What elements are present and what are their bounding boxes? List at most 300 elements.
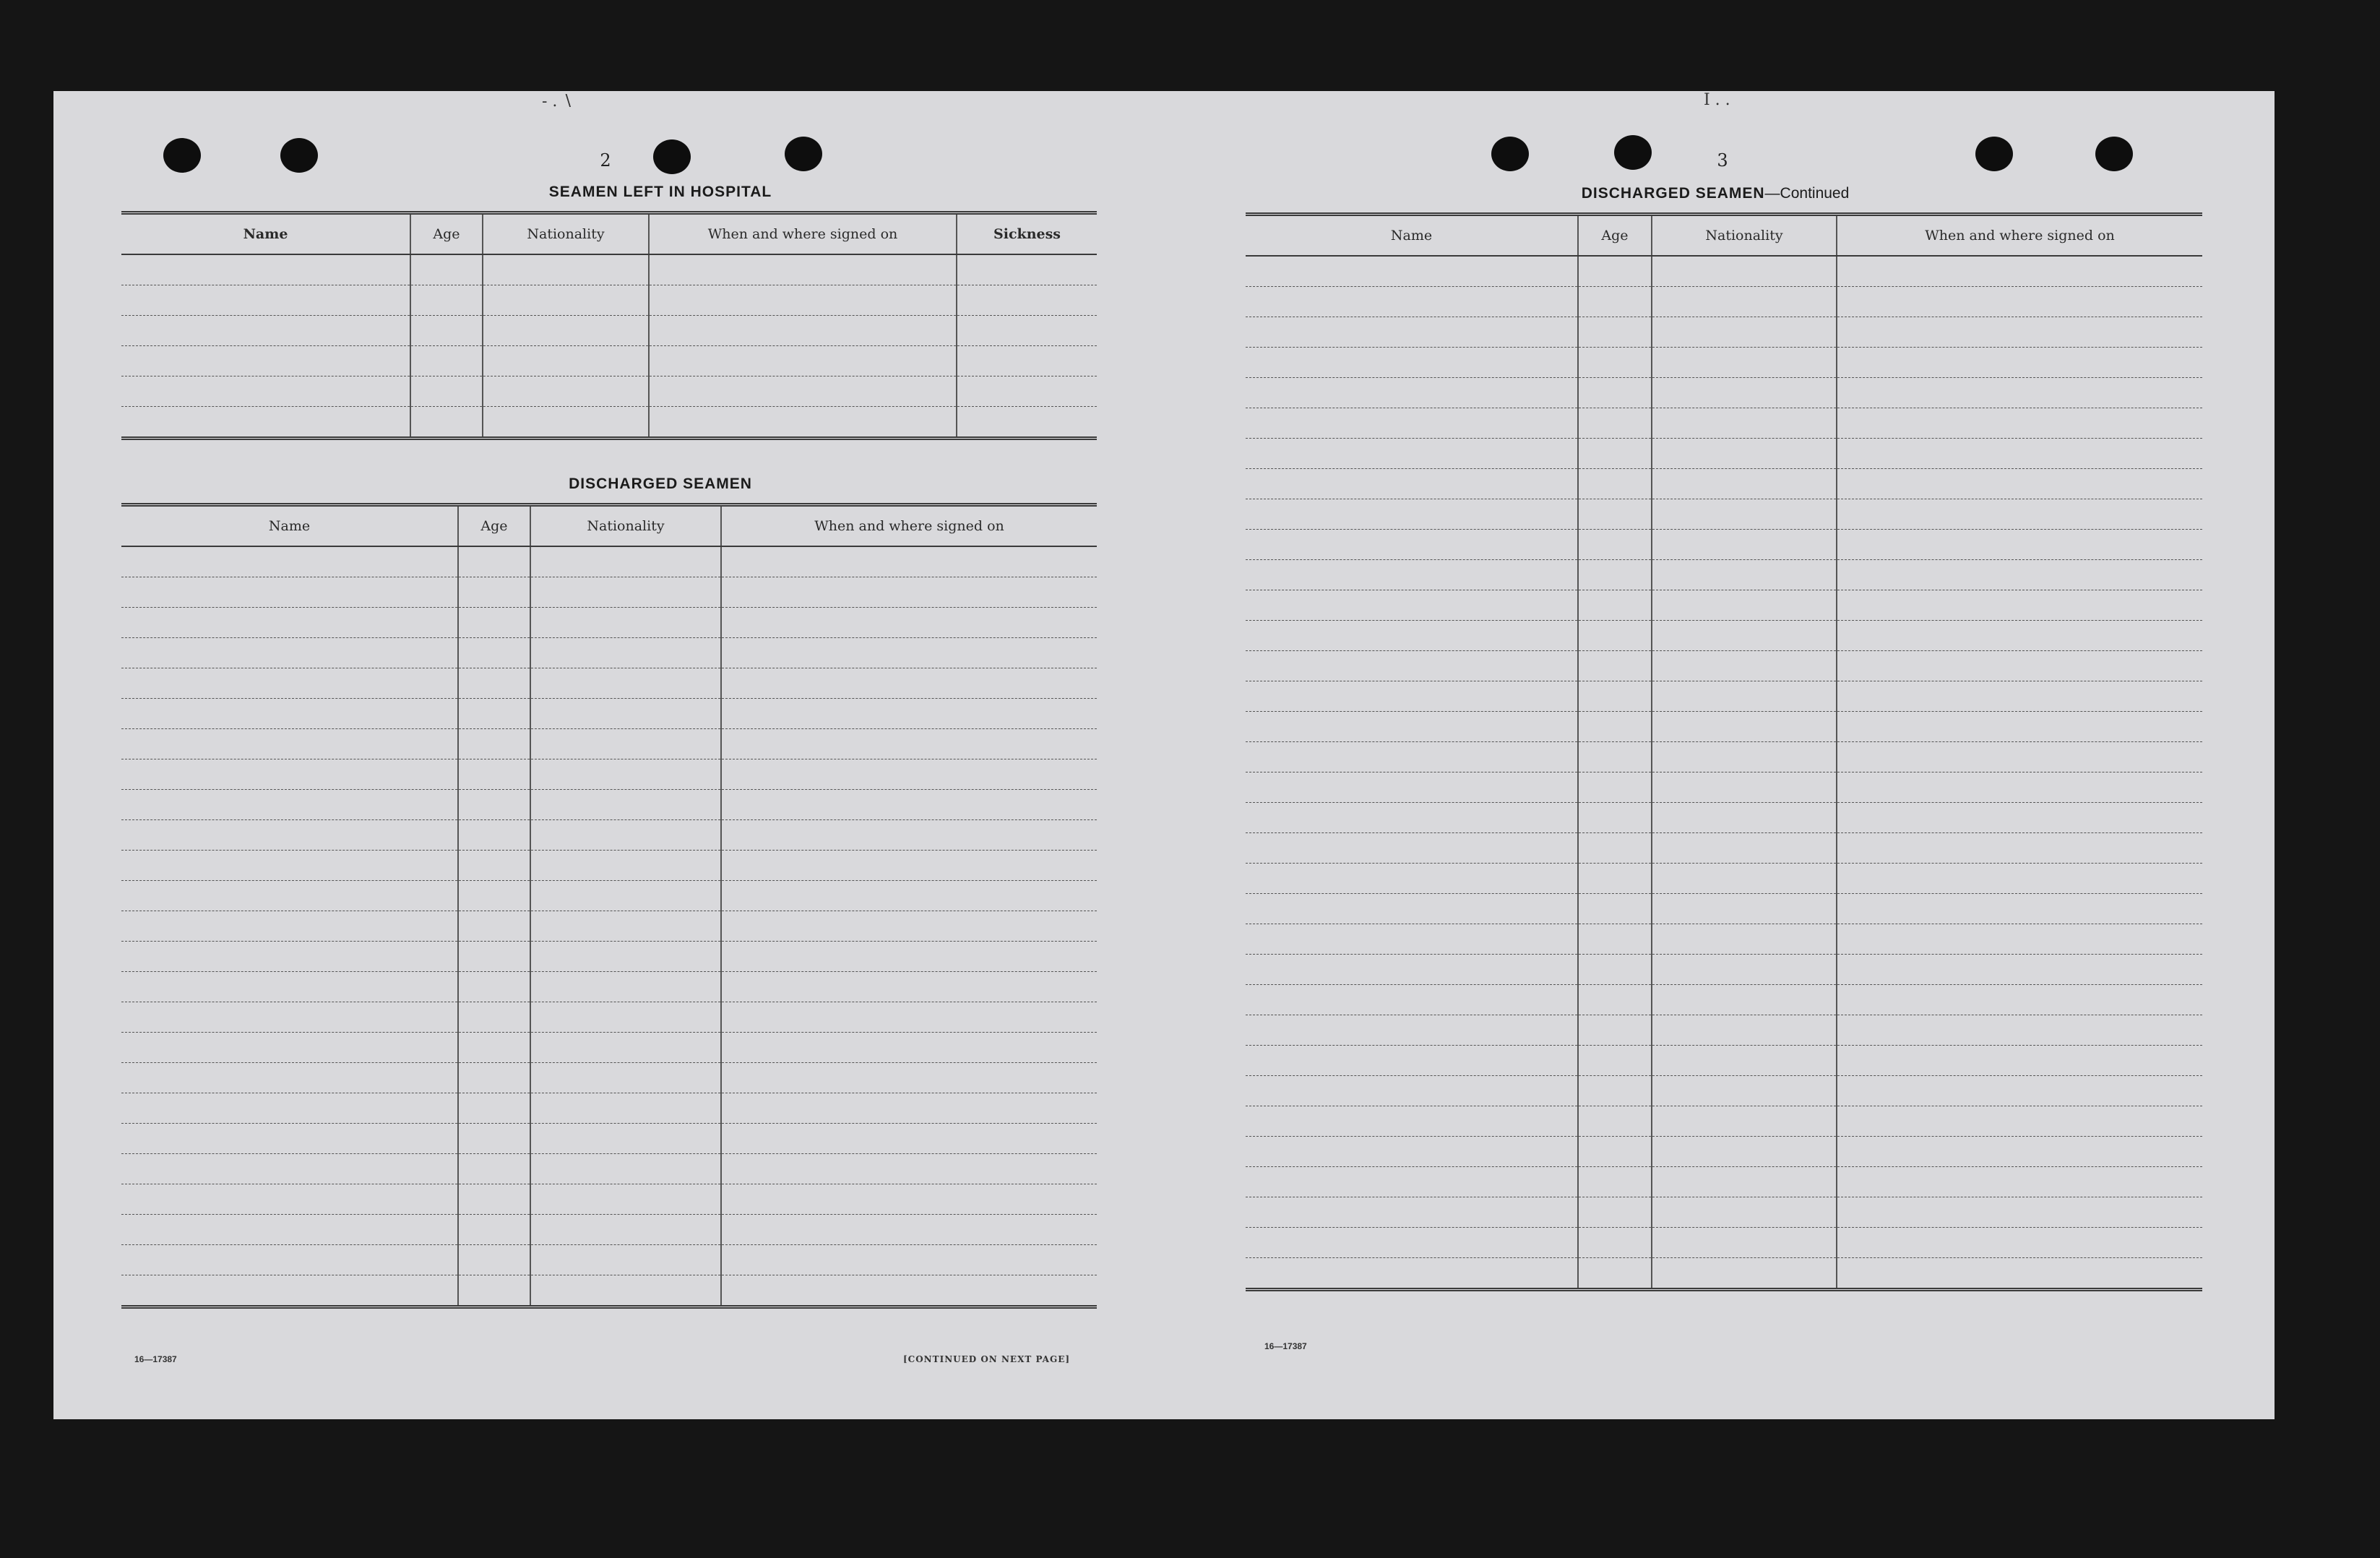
table-row [1246, 317, 2202, 348]
blank-cell [121, 577, 458, 608]
blank-cell [530, 638, 721, 668]
blank-cell [649, 407, 957, 439]
blank-cell [121, 790, 458, 820]
blank-cell [530, 1124, 721, 1154]
column-header: When and where signed on [721, 505, 1097, 547]
blank-cell [1652, 256, 1837, 287]
blank-cell [530, 972, 721, 1002]
blank-cell [1246, 955, 1578, 985]
continued-section-title [1448, 185, 1983, 202]
blank-cell [1652, 712, 1837, 742]
blank-cell [721, 729, 1097, 759]
blank-cell [1578, 469, 1652, 499]
blank-cell [1837, 894, 2202, 924]
blank-cell [1578, 833, 1652, 864]
blank-cell [1578, 955, 1652, 985]
blank-cell [1246, 833, 1578, 864]
blank-cell [721, 1002, 1097, 1033]
blank-cell [1246, 560, 1578, 590]
blank-cell [1578, 985, 1652, 1015]
blank-cell [1246, 348, 1578, 378]
blank-cell [530, 790, 721, 820]
blank-cell [530, 851, 721, 881]
blank-cell [721, 1033, 1097, 1063]
blank-cell [1246, 1046, 1578, 1076]
blank-cell [1578, 894, 1652, 924]
column-header: Age [458, 505, 530, 547]
blank-cell [530, 1184, 721, 1215]
table-row [1246, 651, 2202, 681]
blank-cell [458, 1063, 530, 1093]
blank-cell [1578, 621, 1652, 651]
blank-cell [1652, 651, 1837, 681]
hospital-table [121, 211, 1097, 440]
page-number-right: 3 [1717, 150, 1728, 171]
blank-cell [530, 1093, 721, 1124]
blank-cell [1578, 924, 1652, 955]
table-row [1246, 864, 2202, 894]
blank-cell [721, 911, 1097, 942]
column-header: Nationality [483, 213, 649, 255]
blank-cell [1578, 742, 1652, 772]
blank-cell [1246, 1137, 1578, 1167]
blank-cell [458, 911, 530, 942]
table-row [121, 254, 1097, 285]
table-row [1246, 439, 2202, 469]
blank-cell [483, 346, 649, 376]
table-row [121, 851, 1097, 881]
blank-cell [458, 1245, 530, 1275]
punch-hole [2095, 137, 2133, 171]
blank-cell [1578, 499, 1652, 530]
blank-cell [1578, 1106, 1652, 1137]
blank-cell [1837, 1228, 2202, 1258]
blank-cell [1837, 317, 2202, 348]
discharged-section-title: DISCHARGED SEAMEN [569, 475, 752, 492]
blank-cell [1246, 287, 1578, 317]
table-row [1246, 924, 2202, 955]
table-row [121, 1002, 1097, 1033]
table-row [121, 729, 1097, 759]
table-row [121, 1033, 1097, 1063]
blank-cell [530, 1245, 721, 1275]
table-row [121, 316, 1097, 346]
blank-cell [1652, 894, 1837, 924]
blank-cell [458, 1154, 530, 1184]
blank-cell [721, 1184, 1097, 1215]
blank-cell [530, 577, 721, 608]
blank-cell [1652, 833, 1837, 864]
blank-cell [1837, 1106, 2202, 1137]
blank-cell [1578, 317, 1652, 348]
blank-cell [721, 972, 1097, 1002]
punch-hole [1491, 137, 1529, 171]
blank-cell [530, 1002, 721, 1033]
blank-cell [1837, 1167, 2202, 1197]
column-header: Nationality [1652, 215, 1837, 257]
blank-cell [121, 668, 458, 699]
blank-cell [1246, 894, 1578, 924]
blank-cell [1578, 712, 1652, 742]
blank-cell [1652, 742, 1837, 772]
column-header: Age [410, 213, 483, 255]
blank-cell [1246, 499, 1578, 530]
blank-cell [121, 1124, 458, 1154]
blank-cell [121, 1245, 458, 1275]
blank-cell [1578, 864, 1652, 894]
blank-cell [121, 1002, 458, 1033]
blank-cell [1578, 1197, 1652, 1228]
blank-cell [1578, 348, 1652, 378]
blank-cell [458, 820, 530, 851]
blank-cell [458, 851, 530, 881]
blank-cell [1246, 317, 1578, 348]
blank-cell [1578, 1076, 1652, 1106]
blank-cell [721, 1124, 1097, 1154]
punch-hole [163, 138, 201, 173]
table-row [121, 911, 1097, 942]
blank-cell [1578, 530, 1652, 560]
blank-cell [1246, 439, 1578, 469]
blank-cell [1837, 803, 2202, 833]
blank-cell [530, 942, 721, 972]
table-row [1246, 378, 2202, 408]
blank-cell [1578, 378, 1652, 408]
table-row [121, 790, 1097, 820]
column-header: Age [1578, 215, 1652, 257]
table-row [121, 1184, 1097, 1215]
blank-cell [530, 820, 721, 851]
blank-cell [121, 1033, 458, 1063]
table-row [1246, 256, 2202, 287]
blank-cell [530, 608, 721, 638]
table-row [1246, 681, 2202, 712]
blank-cell [1652, 1076, 1837, 1106]
blank-cell [957, 285, 1097, 316]
blank-cell [121, 1275, 458, 1307]
blank-cell [121, 911, 458, 942]
blank-cell [1246, 621, 1578, 651]
blank-cell [530, 881, 721, 911]
blank-cell [1246, 864, 1578, 894]
blank-cell [1652, 1106, 1837, 1137]
blank-cell [483, 316, 649, 346]
blank-cell [121, 1184, 458, 1215]
blank-cell [1578, 590, 1652, 621]
blank-cell [458, 699, 530, 729]
blank-cell [121, 1154, 458, 1184]
table-row [121, 608, 1097, 638]
table-row [1246, 894, 2202, 924]
blank-cell [1246, 1015, 1578, 1046]
blank-cell [458, 638, 530, 668]
table-row [1246, 712, 2202, 742]
blank-cell [458, 668, 530, 699]
table-row [121, 376, 1097, 407]
table-row [121, 1154, 1097, 1184]
blank-cell [1246, 378, 1578, 408]
blank-cell [1246, 712, 1578, 742]
blank-cell [530, 729, 721, 759]
blank-cell [1246, 985, 1578, 1015]
blank-cell [1652, 287, 1837, 317]
table-row [1246, 1046, 2202, 1076]
blank-cell [1652, 1197, 1837, 1228]
blank-cell [1652, 621, 1837, 651]
blank-cell [721, 1093, 1097, 1124]
continued-section-title-main: DISCHARGED SEAMEN [1581, 185, 1765, 202]
blank-cell [121, 285, 410, 316]
blank-cell [1837, 833, 2202, 864]
table-row [121, 699, 1097, 729]
blank-cell [721, 851, 1097, 881]
table-row [1246, 772, 2202, 803]
column-header: Nationality [530, 505, 721, 547]
blank-cell [1652, 499, 1837, 530]
blank-cell [649, 285, 957, 316]
blank-cell [1578, 439, 1652, 469]
blank-cell [458, 759, 530, 790]
blank-cell [121, 254, 410, 285]
table-row [1246, 590, 2202, 621]
blank-cell [1652, 985, 1837, 1015]
blank-cell [530, 759, 721, 790]
form-number-right: 16—17387 [1264, 1341, 1307, 1351]
blank-cell [121, 881, 458, 911]
column-header: Name [121, 213, 410, 255]
punch-hole [785, 137, 822, 171]
blank-cell [721, 1275, 1097, 1307]
blank-cell [458, 546, 530, 577]
blank-cell [1837, 1046, 2202, 1076]
blank-cell [1837, 712, 2202, 742]
blank-cell [1246, 1167, 1578, 1197]
blank-cell [1652, 864, 1837, 894]
blank-cell [1652, 681, 1837, 712]
blank-cell [530, 546, 721, 577]
table-row [1246, 1015, 2202, 1046]
blank-cell [649, 316, 957, 346]
blank-cell [530, 1063, 721, 1093]
table-row [1246, 742, 2202, 772]
blank-cell [1837, 621, 2202, 651]
continued-table [1246, 212, 2202, 1291]
blank-cell [1837, 499, 2202, 530]
blank-cell [1837, 348, 2202, 378]
table-row [1246, 287, 2202, 317]
table-row [121, 668, 1097, 699]
blank-cell [410, 285, 483, 316]
blank-cell [1652, 1137, 1837, 1167]
table-row [1246, 1106, 2202, 1137]
table-row [121, 820, 1097, 851]
blank-cell [121, 1063, 458, 1093]
blank-cell [530, 699, 721, 729]
blank-cell [121, 942, 458, 972]
table-row [1246, 408, 2202, 439]
blank-cell [1837, 1258, 2202, 1290]
table-row [121, 881, 1097, 911]
blank-cell [530, 1033, 721, 1063]
blank-cell [1246, 1197, 1578, 1228]
blank-cell [458, 1124, 530, 1154]
blank-cell [458, 1002, 530, 1033]
continued-note: [CONTINUED ON NEXT PAGE] [903, 1354, 1071, 1364]
blank-cell [458, 972, 530, 1002]
blank-cell [121, 699, 458, 729]
table-row [121, 346, 1097, 376]
blank-cell [1246, 1106, 1578, 1137]
blank-cell [1652, 924, 1837, 955]
blank-cell [721, 820, 1097, 851]
blank-cell [483, 376, 649, 407]
blank-cell [1837, 681, 2202, 712]
blank-cell [1246, 803, 1578, 833]
column-header: Name [121, 505, 458, 547]
blank-cell [121, 820, 458, 851]
blank-cell [1837, 530, 2202, 560]
table-row [1246, 560, 2202, 590]
blank-cell [1837, 590, 2202, 621]
blank-cell [1652, 348, 1837, 378]
blank-cell [1652, 1046, 1837, 1076]
blank-cell [1652, 530, 1837, 560]
blank-cell [1246, 1076, 1578, 1106]
form-number-left: 16—17387 [134, 1354, 177, 1364]
blank-cell [530, 1215, 721, 1245]
blank-cell [1578, 803, 1652, 833]
blank-cell [1652, 803, 1837, 833]
blank-cell [1246, 590, 1578, 621]
blank-cell [121, 1215, 458, 1245]
blank-cell [121, 608, 458, 638]
blank-cell [1652, 560, 1837, 590]
blank-cell [721, 638, 1097, 668]
blank-cell [121, 638, 458, 668]
blank-cell [1578, 1046, 1652, 1076]
blank-cell [1246, 651, 1578, 681]
blank-cell [1246, 469, 1578, 499]
column-header: When and where signed on [649, 213, 957, 255]
blank-cell [1652, 439, 1837, 469]
blank-cell [721, 608, 1097, 638]
table-row [121, 407, 1097, 439]
blank-cell [721, 1245, 1097, 1275]
blank-cell [1837, 439, 2202, 469]
table-row [121, 972, 1097, 1002]
blank-cell [410, 346, 483, 376]
blank-cell [121, 346, 410, 376]
table-row [1246, 469, 2202, 499]
blank-cell [721, 1154, 1097, 1184]
blank-cell [1578, 772, 1652, 803]
blank-cell [121, 546, 458, 577]
blank-cell [121, 851, 458, 881]
blank-cell [121, 316, 410, 346]
blank-cell [1837, 742, 2202, 772]
blank-cell [1578, 681, 1652, 712]
blank-cell [1578, 408, 1652, 439]
blank-cell [957, 346, 1097, 376]
blank-cell [121, 972, 458, 1002]
blank-cell [483, 407, 649, 439]
blank-cell [721, 881, 1097, 911]
blank-cell [1837, 1076, 2202, 1106]
table-row [1246, 1258, 2202, 1290]
blank-cell [1837, 1015, 2202, 1046]
blank-cell [1652, 590, 1837, 621]
blank-cell [1246, 742, 1578, 772]
blank-cell [530, 911, 721, 942]
blank-cell [1246, 256, 1578, 287]
table-row [1246, 348, 2202, 378]
table-row [121, 546, 1097, 577]
punch-hole [653, 139, 691, 174]
blank-cell [458, 577, 530, 608]
table-row [1246, 1167, 2202, 1197]
blank-cell [1837, 864, 2202, 894]
form-sheet [53, 91, 2275, 1419]
blank-cell [1578, 560, 1652, 590]
blank-cell [1246, 681, 1578, 712]
blank-cell [410, 316, 483, 346]
blank-cell [458, 1275, 530, 1307]
table-row [1246, 1197, 2202, 1228]
blank-cell [721, 1215, 1097, 1245]
punch-hole [1975, 137, 2013, 171]
table-row [1246, 499, 2202, 530]
blank-cell [721, 546, 1097, 577]
discharged-table [121, 503, 1097, 1309]
blank-cell [1837, 408, 2202, 439]
blank-cell [1246, 924, 1578, 955]
table-row [1246, 530, 2202, 560]
blank-cell [1652, 1167, 1837, 1197]
blank-cell [483, 285, 649, 316]
blank-cell [410, 254, 483, 285]
hospital-section-title: SEAMEN LEFT IN HOSPITAL [548, 184, 772, 200]
blank-cell [1837, 955, 2202, 985]
blank-cell [1652, 772, 1837, 803]
blank-cell [1246, 408, 1578, 439]
blank-cell [483, 254, 649, 285]
blank-cell [121, 376, 410, 407]
blank-cell [1837, 985, 2202, 1015]
blank-cell [721, 759, 1097, 790]
blank-cell [1652, 317, 1837, 348]
blank-cell [1837, 469, 2202, 499]
blank-cell [1652, 469, 1837, 499]
table-row [121, 638, 1097, 668]
blank-cell [649, 346, 957, 376]
blank-cell [1652, 1015, 1837, 1046]
column-header: Name [1246, 215, 1578, 257]
blank-cell [1246, 1228, 1578, 1258]
table-row [1246, 1076, 2202, 1106]
blank-cell [1578, 1228, 1652, 1258]
column-header: When and where signed on [1837, 215, 2202, 257]
blank-cell [1837, 378, 2202, 408]
blank-cell [1837, 651, 2202, 681]
punch-hole [1614, 135, 1652, 170]
blank-cell [458, 1033, 530, 1063]
blank-cell [957, 254, 1097, 285]
blank-cell [410, 407, 483, 439]
blank-cell [1652, 378, 1837, 408]
table-row [121, 1275, 1097, 1307]
blank-cell [1837, 924, 2202, 955]
blank-cell [721, 942, 1097, 972]
